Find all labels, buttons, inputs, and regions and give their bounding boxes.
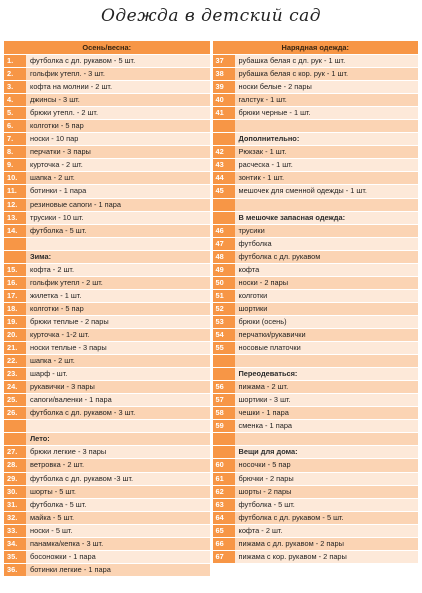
item-number: 22.: [4, 355, 26, 367]
item-text: Рюкзак - 1 шт.: [235, 146, 419, 158]
item-text: ботинки легкие - 1 пара: [26, 564, 210, 576]
item-number: [213, 120, 235, 132]
item-number: 10.: [4, 172, 26, 184]
item-number: 51: [213, 290, 235, 302]
checklist-row: [213, 381, 419, 393]
item-number: 24.: [4, 381, 26, 393]
item-text: ботинки - 1 пара: [26, 185, 210, 197]
checklist-row: [4, 133, 210, 145]
item-text: майка - 5 шт.: [26, 512, 210, 524]
checklist-row: [4, 316, 210, 328]
checklist-row: [213, 120, 419, 132]
item-text: брюки легкие - 3 пары: [26, 446, 210, 458]
section-header-autumn-spring: Осень/весна:: [4, 41, 210, 54]
item-number: 9.: [4, 159, 26, 171]
item-text: ветровка - 2 шт.: [26, 459, 210, 471]
checklist-row: [4, 290, 210, 302]
item-text: жилетка - 1 шт.: [26, 290, 210, 302]
checklist-row: [4, 185, 210, 197]
checklist-row: [4, 564, 210, 576]
item-number: 3.: [4, 81, 26, 93]
item-number: 63: [213, 499, 235, 511]
checklist-row: [213, 486, 419, 498]
item-text: [235, 120, 419, 132]
item-text: трусики: [235, 225, 419, 237]
checklist-row: [213, 264, 419, 276]
item-number: 35.: [4, 551, 26, 563]
checklist-row: [4, 420, 210, 432]
item-number: 30.: [4, 486, 26, 498]
clothing-checklist: [4, 41, 418, 577]
checklist-row: [213, 394, 419, 406]
item-number: [213, 355, 235, 367]
item-number: 44: [213, 172, 235, 184]
checklist-row: [213, 290, 419, 302]
item-text: футболка - 5 шт.: [26, 499, 210, 511]
item-text: брюки черные - 1 шт.: [235, 107, 419, 119]
section-heading: Вещи для дома:: [235, 446, 419, 458]
checklist-row: [4, 55, 210, 67]
checklist-row: [213, 355, 419, 367]
checklist-row: [4, 473, 210, 485]
item-text: брюки теплые - 2 пары: [26, 316, 210, 328]
item-text: [26, 420, 210, 432]
item-number: 34.: [4, 538, 26, 550]
item-number: 66: [213, 538, 235, 550]
item-text: гольфик утепл. - 3 шт.: [26, 68, 210, 80]
item-number: 32.: [4, 512, 26, 524]
item-text: футболка с дл. рукавом - 5 шт.: [26, 55, 210, 67]
item-number: 25.: [4, 394, 26, 406]
checklist-row: [4, 355, 210, 367]
item-number: [213, 133, 235, 145]
item-number: 50: [213, 277, 235, 289]
item-text: трусики - 10 шт.: [26, 212, 210, 224]
item-number: [213, 433, 235, 445]
item-text: футболка с дл. рукавом: [235, 251, 419, 263]
item-text: шорты - 2 пары: [235, 486, 419, 498]
item-number: 8.: [4, 146, 26, 158]
item-number: 57: [213, 394, 235, 406]
checklist-row: [4, 394, 210, 406]
item-text: футболка с дл. рукавом - 3 шт.: [26, 407, 210, 419]
item-number: 13.: [4, 212, 26, 224]
item-text: футболка с дл. рукавом -3 шт.: [26, 473, 210, 485]
section-heading-row: [213, 446, 419, 458]
item-number: 46: [213, 225, 235, 237]
left-rows: [4, 55, 210, 576]
checklist-row: [213, 55, 419, 67]
checklist-row: [4, 68, 210, 80]
item-text: колготки - 5 пар: [26, 303, 210, 315]
checklist-row: [4, 342, 210, 354]
item-text: галстук - 1 шт.: [235, 94, 419, 106]
item-number: 39: [213, 81, 235, 93]
item-number: 1.: [4, 55, 26, 67]
item-number: 23.: [4, 368, 26, 380]
checklist-row: [213, 499, 419, 511]
checklist-row: [4, 381, 210, 393]
checklist-row: [4, 512, 210, 524]
item-text: кофта - 2 шт.: [235, 525, 419, 537]
item-number: 38: [213, 68, 235, 80]
item-number: 28.: [4, 459, 26, 471]
checklist-row: [4, 459, 210, 471]
item-text: кофта на молнии - 2 шт.: [26, 81, 210, 93]
item-number: 52: [213, 303, 235, 315]
item-number: [4, 251, 26, 263]
item-text: носовые платочки: [235, 342, 419, 354]
item-number: 62: [213, 486, 235, 498]
item-number: 19.: [4, 316, 26, 328]
item-text: рубашка белая с кор. рук - 1 шт.: [235, 68, 419, 80]
item-number: 2.: [4, 68, 26, 80]
item-text: чешки - 1 пара: [235, 407, 419, 419]
checklist-row: [4, 146, 210, 158]
item-number: 15.: [4, 264, 26, 276]
item-text: рукавички - 3 пары: [26, 381, 210, 393]
item-number: 40: [213, 94, 235, 106]
item-text: [235, 355, 419, 367]
item-number: 21.: [4, 342, 26, 354]
item-text: колготки: [235, 290, 419, 302]
checklist-row: [4, 81, 210, 93]
item-number: 31.: [4, 499, 26, 511]
item-number: 37: [213, 55, 235, 67]
item-text: шапка - 2 шт.: [26, 172, 210, 184]
item-number: 11.: [4, 185, 26, 197]
item-number: 55: [213, 342, 235, 354]
section-heading-row: [4, 251, 210, 263]
checklist-row: [213, 538, 419, 550]
item-text: брюки (осень): [235, 316, 419, 328]
checklist-row: [4, 525, 210, 537]
section-heading-row: [4, 433, 210, 445]
checklist-row: [213, 525, 419, 537]
item-text: [235, 199, 419, 211]
checklist-row: [213, 277, 419, 289]
item-number: 54: [213, 329, 235, 341]
checklist-row: [213, 81, 419, 93]
item-number: 17.: [4, 290, 26, 302]
item-number: 56: [213, 381, 235, 393]
item-text: шортики: [235, 303, 419, 315]
checklist-row: [213, 185, 419, 197]
item-text: сменка - 1 пара: [235, 420, 419, 432]
item-text: носки - 10 пар: [26, 133, 210, 145]
item-text: шорты - 5 шт.: [26, 486, 210, 498]
checklist-row: [4, 120, 210, 132]
item-number: 36.: [4, 564, 26, 576]
section-heading: Переодеваться:: [235, 368, 419, 380]
item-number: [213, 368, 235, 380]
checklist-row: [4, 486, 210, 498]
checklist-row: [213, 459, 419, 471]
item-number: 53: [213, 316, 235, 328]
item-text: рубашка белая с дл. рук - 1 шт.: [235, 55, 419, 67]
item-number: 47: [213, 238, 235, 250]
checklist-row: [4, 264, 210, 276]
checklist-row: [4, 407, 210, 419]
section-heading: Дополнительно:: [235, 133, 419, 145]
item-number: 6.: [4, 120, 26, 132]
item-number: 43: [213, 159, 235, 171]
item-text: перчатки/рукавички: [235, 329, 419, 341]
section-heading: Лето:: [26, 433, 210, 445]
item-text: шарф - шт.: [26, 368, 210, 380]
checklist-row: [4, 199, 210, 211]
item-text: футболка - 5 шт.: [235, 499, 419, 511]
item-number: 27.: [4, 446, 26, 458]
left-column: [4, 41, 210, 577]
item-text: [235, 433, 419, 445]
item-text: шапка - 2 шт.: [26, 355, 210, 367]
item-text: зонтик - 1 шт.: [235, 172, 419, 184]
checklist-row: [4, 538, 210, 550]
checklist-row: [4, 159, 210, 171]
item-text: расческа - 1 шт.: [235, 159, 419, 171]
section-heading: В мешочке запасная одежда:: [235, 212, 419, 224]
checklist-row: [4, 238, 210, 250]
section-heading-row: [213, 133, 419, 145]
checklist-row: [4, 225, 210, 237]
section-heading-row: [213, 212, 419, 224]
item-text: футболка: [235, 238, 419, 250]
checklist-row: [213, 316, 419, 328]
checklist-row: [213, 107, 419, 119]
item-text: резиновые сапоги - 1 пара: [26, 199, 210, 211]
checklist-row: [213, 199, 419, 211]
item-text: пижама с кор. рукавом - 2 пары: [235, 551, 419, 563]
checklist-row: [4, 94, 210, 106]
item-text: сапоги/валенки - 1 пара: [26, 394, 210, 406]
item-number: [213, 199, 235, 211]
item-number: 20.: [4, 329, 26, 341]
checklist-row: [4, 329, 210, 341]
item-number: [4, 433, 26, 445]
checklist-row: [4, 172, 210, 184]
checklist-row: [213, 433, 419, 445]
item-text: брюки утепл. - 2 шт.: [26, 107, 210, 119]
item-text: пижама - 2 шт.: [235, 381, 419, 393]
checklist-row: [213, 146, 419, 158]
item-text: носки - 5 шт.: [26, 525, 210, 537]
checklist-row: [4, 551, 210, 563]
item-text: брючки - 2 пары: [235, 473, 419, 485]
item-text: джинсы - 3 шт.: [26, 94, 210, 106]
item-text: носочки - 5 пар: [235, 459, 419, 471]
item-text: [26, 238, 210, 250]
checklist-row: [4, 277, 210, 289]
item-number: 64: [213, 512, 235, 524]
item-number: 12.: [4, 199, 26, 211]
checklist-row: [213, 159, 419, 171]
page-title: Одежда в детский сад: [100, 6, 322, 26]
item-number: 61: [213, 473, 235, 485]
item-number: [4, 238, 26, 250]
item-number: 45: [213, 185, 235, 197]
item-text: кофта: [235, 264, 419, 276]
item-text: носки теплые - 3 пары: [26, 342, 210, 354]
item-number: 48: [213, 251, 235, 263]
item-number: 14.: [4, 225, 26, 237]
checklist-row: [213, 303, 419, 315]
item-number: 18.: [4, 303, 26, 315]
item-text: футболка - 5 шт.: [26, 225, 210, 237]
item-text: колготки - 5 пар: [26, 120, 210, 132]
item-text: курточка - 2 шт.: [26, 159, 210, 171]
section-heading-row: [213, 368, 419, 380]
checklist-row: [213, 94, 419, 106]
item-number: 41: [213, 107, 235, 119]
item-number: 67: [213, 551, 235, 563]
item-number: [213, 212, 235, 224]
checklist-row: [213, 251, 419, 263]
item-number: 16.: [4, 277, 26, 289]
item-text: босоножки - 1 пара: [26, 551, 210, 563]
item-text: футболка с дл. рукавом - 5 шт.: [235, 512, 419, 524]
item-number: 65: [213, 525, 235, 537]
item-text: гольфик утепл - 2 шт.: [26, 277, 210, 289]
item-number: 58: [213, 407, 235, 419]
item-number: [213, 446, 235, 458]
right-column: [213, 41, 419, 577]
item-text: курточка - 1-2 шт.: [26, 329, 210, 341]
item-text: перчатки - 3 пары: [26, 146, 210, 158]
item-text: панамка/кепка - 3 шт.: [26, 538, 210, 550]
item-number: 60: [213, 459, 235, 471]
item-text: мешочек для сменной одежды - 1 шт.: [235, 185, 419, 197]
checklist-row: [213, 172, 419, 184]
checklist-row: [213, 473, 419, 485]
checklist-row: [213, 407, 419, 419]
checklist-row: [4, 303, 210, 315]
item-number: 5.: [4, 107, 26, 119]
item-number: 26.: [4, 407, 26, 419]
checklist-row: [213, 342, 419, 354]
item-number: 33.: [4, 525, 26, 537]
item-number: 42: [213, 146, 235, 158]
checklist-row: [4, 446, 210, 458]
item-number: 7.: [4, 133, 26, 145]
checklist-row: [213, 68, 419, 80]
checklist-row: [213, 512, 419, 524]
section-header-formal-wear: Нарядная одежда:: [213, 41, 419, 54]
checklist-row: [4, 368, 210, 380]
checklist-row: [213, 225, 419, 237]
section-heading: Зима:: [26, 251, 210, 263]
item-number: 29.: [4, 473, 26, 485]
item-number: 59: [213, 420, 235, 432]
item-text: шортики - 3 шт.: [235, 394, 419, 406]
checklist-row: [213, 420, 419, 432]
item-text: носки белые - 2 пары: [235, 81, 419, 93]
checklist-row: [213, 238, 419, 250]
item-text: носки - 2 пары: [235, 277, 419, 289]
item-text: пижама с дл. рукавом - 2 пары: [235, 538, 419, 550]
item-text: кофта - 2 шт.: [26, 264, 210, 276]
item-number: 4.: [4, 94, 26, 106]
item-number: 49: [213, 264, 235, 276]
checklist-row: [213, 551, 419, 563]
checklist-row: [4, 107, 210, 119]
checklist-row: [4, 212, 210, 224]
right-rows: [213, 55, 419, 563]
checklist-row: [213, 329, 419, 341]
item-number: [4, 420, 26, 432]
checklist-row: [4, 499, 210, 511]
